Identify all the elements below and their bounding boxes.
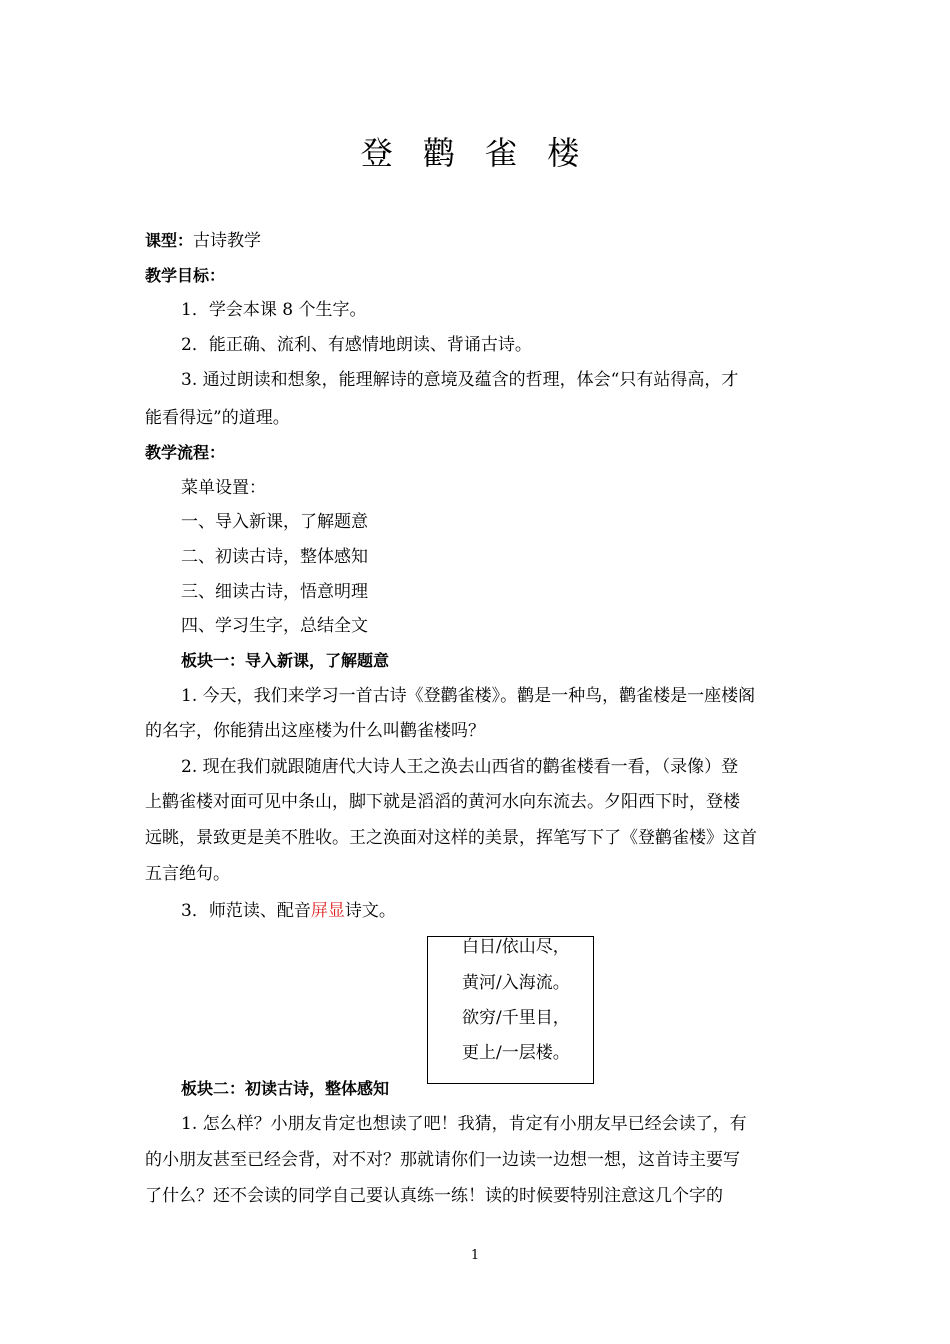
paragraph-line: 了什么？还不会读的同学自己要认真练一练！读的时候要特别注意这几个字的 [145,1186,723,1206]
menu-label: 菜单设置： [181,478,266,498]
goal-item: 2．能正确、流利、有感情地朗读、背诵古诗。 [181,335,532,355]
paragraph-line: 1. 怎么样？小朋友肯定也想读了吧！我猜，肯定有小朋友早已经会读了，有 [181,1114,747,1134]
menu-item: 三、细读古诗，悟意明理 [181,582,368,602]
paragraph-line: 2. 现在我们就跟随唐代大诗人王之涣去山西省的鹳雀楼看一看，（录像）登 [181,757,739,777]
page-number: 1 [470,1248,480,1263]
paragraph-line: 1. 今天，我们来学习一首古诗《登鹳雀楼》。鹳是一种鸟，鹳雀楼是一座楼阁 [181,686,756,706]
lesson-type-value: 古诗教学 [193,231,262,251]
goal-item: 1．学会本课 8 个生字。 [181,300,367,320]
paragraph-line: 五言绝句。 [145,864,230,884]
lesson-type [145,229,261,253]
section2-heading: 板块二：初读古诗，整体感知 [181,1079,390,1098]
section1-heading: 板块一：导入新课，了解题意 [181,651,390,670]
highlighted-text: 屏显 [310,901,345,921]
paragraph-line [181,899,396,923]
poem-box [427,936,594,1084]
flow-heading: 教学流程： [145,443,226,462]
poem-line: 白日/依山尽， [462,937,570,957]
p3-text: 3．师范读、配音 [181,901,311,921]
goals-heading: 教学目标： [145,266,226,285]
page-title: 登 鹳 雀 楼 [360,134,590,172]
menu-item: 四、学习生字，总结全文 [181,616,368,636]
poem-line: 黄河/入海流。 [462,973,570,993]
goal-item: 3. 通过朗读和想象，能理解诗的意境及蕴含的哲理，体会“只有站得高，才 [181,370,739,390]
paragraph-line: 的名字，你能猜出这座楼为什么叫鹳雀楼吗？ [145,721,485,741]
lesson-type-label: 课型： [145,231,194,250]
paragraph-line: 的小朋友甚至已经会背，对不对？那就请你们一边读一边想一想，这首诗主要写 [145,1150,740,1170]
menu-item: 二、初读古诗，整体感知 [181,547,368,567]
paragraph-line: 上鹳雀楼对面可见中条山，脚下就是滔滔的黄河水向东流去。夕阳西下时，登楼 [145,792,740,812]
poem-line: 更上/一层楼。 [462,1043,570,1063]
poem-line: 欲穷/千里目， [462,1008,570,1028]
paragraph-line: 远眺，景致更是美不胜收。王之涣面对这样的美景，挥笔写下了《登鹳雀楼》这首 [145,828,757,848]
goal-item-continued: 能看得远”的道理。 [145,408,290,428]
menu-item: 一、导入新课，了解题意 [181,512,368,532]
p3-text-end: 诗文。 [344,901,396,921]
